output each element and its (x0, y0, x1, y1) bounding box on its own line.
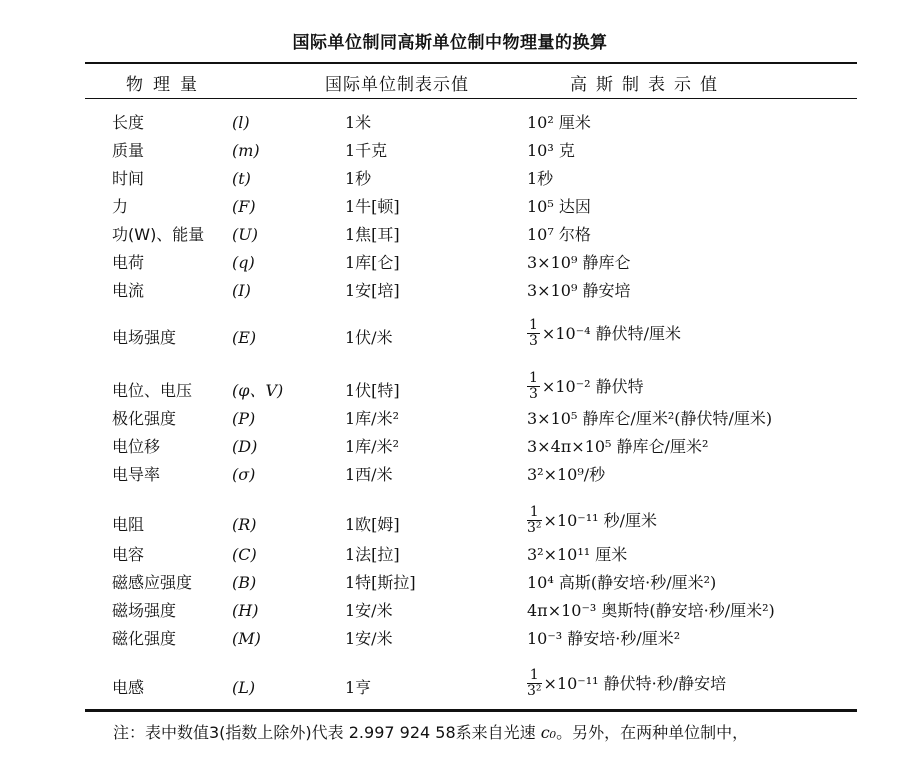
quantity-symbol: (R) (232, 515, 257, 534)
quantity-name: 电荷 (112, 253, 145, 272)
fraction-numerator: 1 (529, 317, 538, 333)
footnote-suffix: 。另外，在两种单位制中， (556, 723, 749, 742)
quantity-name: 电导率 (112, 465, 161, 484)
quantity-name: 电位、电压 (112, 381, 193, 400)
gauss-value: 3×10⁹ 静安培 (527, 281, 631, 300)
si-value: 1秒 (345, 169, 372, 188)
quantity-symbol: (U) (232, 225, 258, 244)
si-value: 1伏/米 (345, 328, 393, 347)
gauss-value: 3×4π×10⁵ 静库仑/厘米² (527, 437, 709, 456)
si-value: 1库/米² (345, 437, 399, 456)
si-value: 1库/米² (345, 409, 399, 428)
gauss-value: 3×10⁹ 静库仑 (527, 253, 631, 272)
quantity-name: 极化强度 (112, 409, 177, 428)
quantity-name: 时间 (112, 169, 145, 188)
gauss-value: 10⁷ 尔格 (527, 225, 591, 244)
fraction (527, 318, 540, 349)
gauss-value (527, 505, 657, 536)
header-quantity: 物理量 (126, 75, 207, 95)
quantity-symbol: (q) (232, 253, 255, 272)
gauss-value: 10² 厘米 (527, 113, 591, 132)
gauss-value: 3²×10¹¹ 厘米 (527, 545, 628, 564)
si-value: 1千克 (345, 141, 388, 160)
quantity-name: 电阻 (112, 515, 145, 534)
footnote-symbol: c₀ (540, 723, 557, 742)
bottom-rule (85, 709, 857, 712)
quantity-name: 磁感应强度 (112, 573, 193, 592)
table-title: 国际单位制同高斯单位制中物理量的换算 (292, 33, 608, 53)
quantity-name: 力 (112, 197, 129, 216)
quantity-name: 电容 (112, 545, 145, 564)
fraction-numerator: 1 (527, 505, 542, 521)
footnote (113, 720, 748, 743)
si-value: 1牛[顿] (345, 197, 400, 216)
quantity-symbol: (m) (232, 141, 260, 160)
quantity-name: 功(W)、能量 (112, 225, 205, 244)
quantity-symbol: (L) (232, 678, 256, 697)
header-si-value: 国际单位制表示值 (325, 75, 469, 95)
quantity-name: 电位移 (112, 437, 161, 456)
si-value: 1法[拉] (345, 545, 400, 564)
quantity-name: 电感 (112, 678, 145, 697)
fraction-numerator: 1 (527, 668, 542, 684)
gauss-value-text: ×10⁻² 静伏特 (541, 376, 644, 396)
gauss-value: 3×10⁵ 静库仑/厘米²(静伏特/厘米) (527, 409, 773, 428)
gauss-value-text: ×10⁻¹¹ 秒/厘米 (543, 510, 658, 530)
header-gauss-value: 高斯制表示值 (570, 75, 726, 95)
quantity-symbol: (φ、V) (232, 381, 284, 400)
quantity-name: 长度 (112, 113, 145, 132)
si-value: 1安/米 (345, 629, 393, 648)
gauss-value: 10³ 克 (527, 141, 575, 160)
gauss-value: 4π×10⁻³ 奥斯特(静安培·秒/厘米²) (527, 601, 775, 620)
gauss-value: 10⁻³ 静安培·秒/厘米² (527, 629, 681, 648)
gauss-value-text: ×10⁻⁴ 静伏特/厘米 (541, 323, 682, 343)
quantity-symbol: (C) (232, 545, 257, 564)
si-value: 1特[斯拉] (345, 573, 416, 592)
fraction-denominator: 3² (527, 683, 542, 699)
quantity-name: 电场强度 (112, 328, 177, 347)
quantity-symbol: (l) (232, 113, 250, 132)
quantity-symbol: (P) (232, 409, 256, 428)
gauss-value (527, 668, 726, 699)
quantity-symbol: (M) (232, 629, 261, 648)
fraction-numerator: 1 (529, 370, 538, 386)
si-value: 1西/米 (345, 465, 393, 484)
quantity-name: 磁场强度 (112, 601, 177, 620)
quantity-symbol: (H) (232, 601, 259, 620)
quantity-symbol: (E) (232, 328, 257, 347)
fraction-denominator: 3² (527, 520, 542, 536)
top-rule (85, 62, 857, 64)
quantity-symbol: (σ) (232, 465, 256, 484)
quantity-symbol: (I) (232, 281, 251, 300)
si-value: 1米 (345, 113, 372, 132)
quantity-name: 电流 (112, 281, 145, 300)
gauss-value: 1秒 (527, 169, 554, 188)
fraction (527, 371, 540, 402)
fraction-denominator: 3 (529, 386, 538, 402)
quantity-symbol: (D) (232, 437, 258, 456)
si-value: 1亨 (345, 678, 372, 697)
si-value: 1安[培] (345, 281, 400, 300)
gauss-value (527, 318, 681, 349)
si-value: 1欧[姆] (345, 515, 400, 534)
gauss-value (527, 371, 644, 402)
gauss-value: 3²×10⁹/秒 (527, 465, 606, 484)
gauss-value: 10⁴ 高斯(静安培·秒/厘米²) (527, 573, 717, 592)
quantity-symbol: (F) (232, 197, 256, 216)
gauss-value-text: ×10⁻¹¹ 静伏特·秒/静安培 (543, 673, 727, 693)
quantity-symbol: (t) (232, 169, 251, 188)
header-rule (85, 98, 857, 99)
fraction (527, 505, 542, 536)
quantity-name: 质量 (112, 141, 145, 160)
fraction (527, 668, 542, 699)
si-value: 1焦[耳] (345, 225, 400, 244)
si-value: 1安/米 (345, 601, 393, 620)
si-value: 1库[仑] (345, 253, 400, 272)
footnote-prefix: 注：表中数值3(指数上除外)代表 2.997 924 58系来自光速 (113, 723, 541, 742)
si-value: 1伏[特] (345, 381, 400, 400)
fraction-denominator: 3 (529, 333, 538, 349)
quantity-symbol: (B) (232, 573, 257, 592)
gauss-value: 10⁵ 达因 (527, 197, 591, 216)
quantity-name: 磁化强度 (112, 629, 177, 648)
